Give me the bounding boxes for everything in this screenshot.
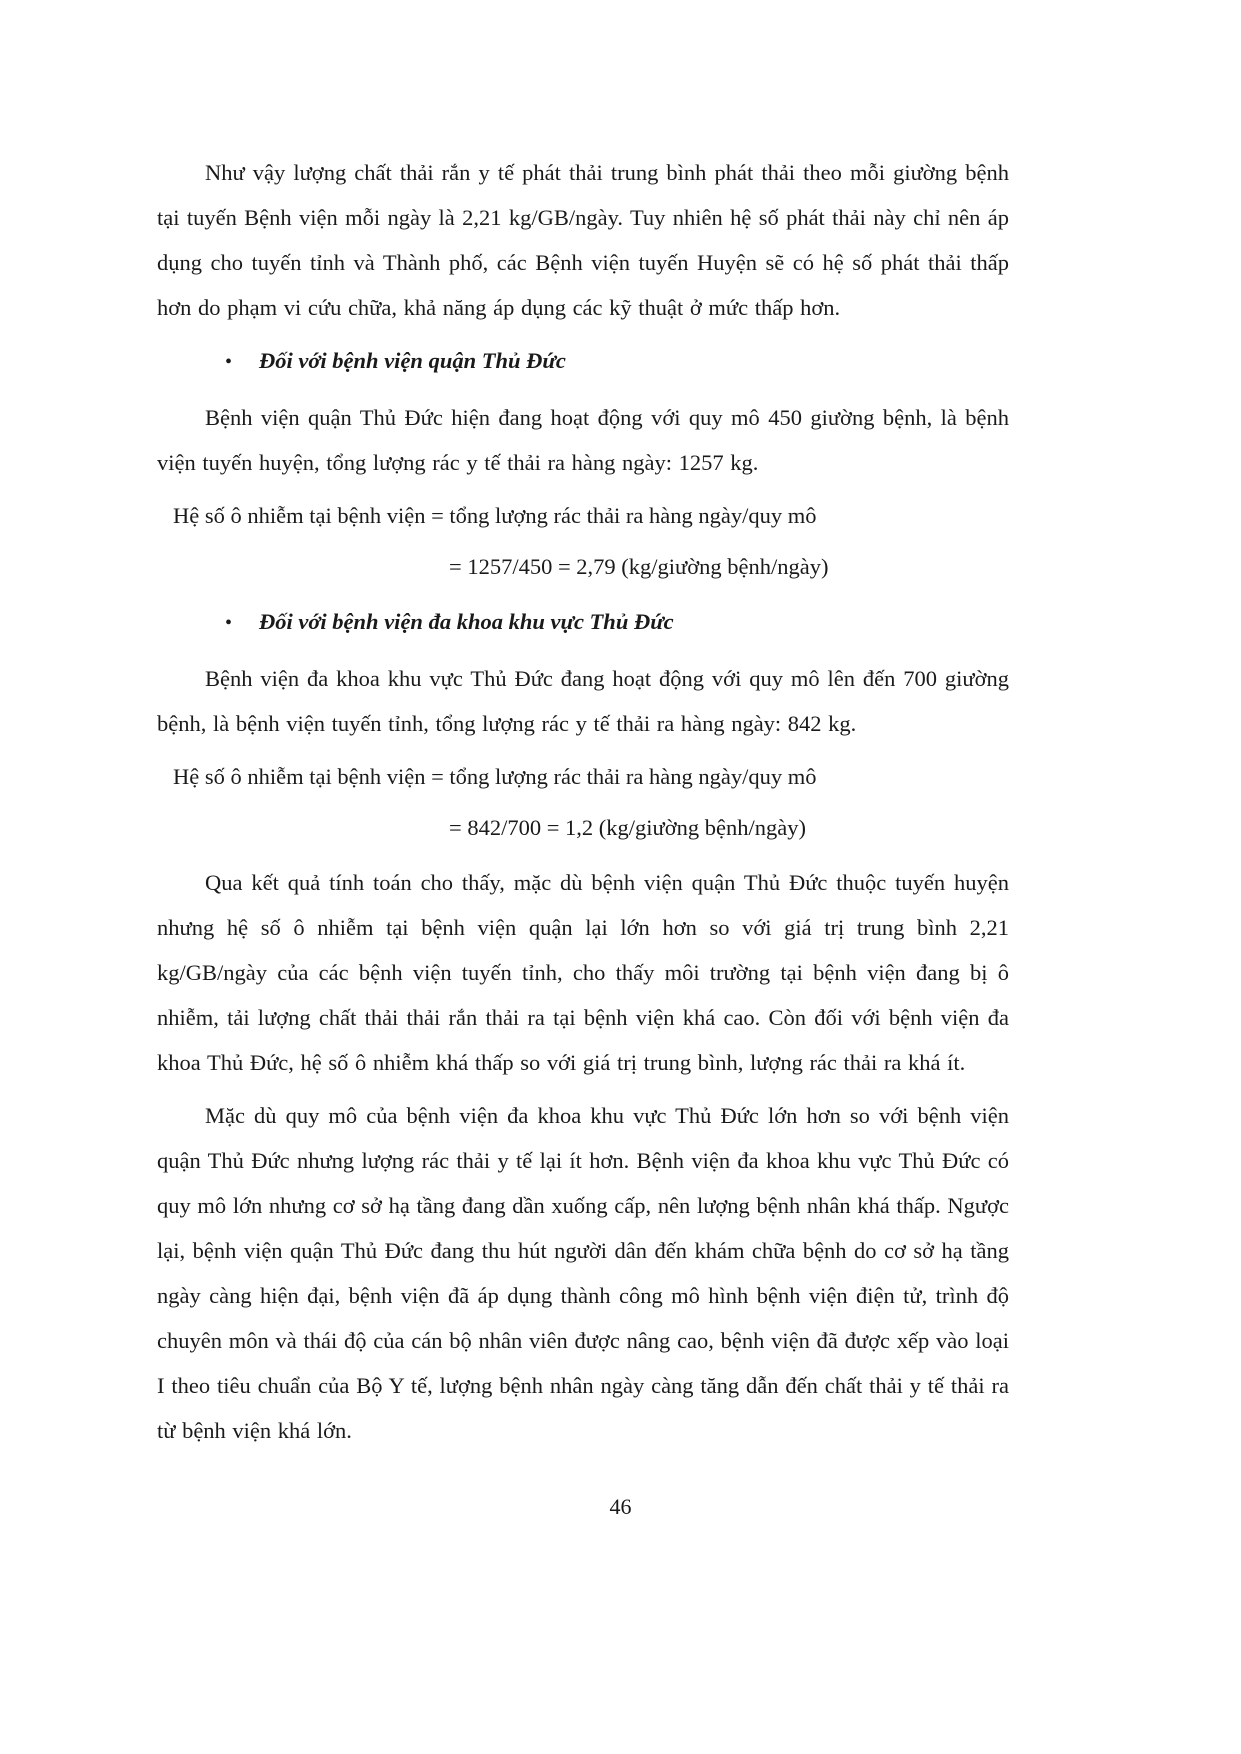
bullet-heading-label-da-khoa: Đối với bệnh viện đa khoa khu vực Thủ Đức xyxy=(259,609,674,634)
bullet-heading-da-khoa xyxy=(157,599,1009,646)
formula1-intro: Hệ số ô nhiễm tại bệnh viện = tổng lượng rác thải ra hàng ngày/quy mô xyxy=(173,503,817,528)
bullet-heading-quan-thu-duc xyxy=(157,338,1009,385)
bullet-icon: • xyxy=(225,351,233,373)
page-number: 46 xyxy=(609,1494,632,1519)
bullet-heading-label-quan-thu-duc: Đối với bệnh viện quận Thủ Đức xyxy=(259,348,566,373)
paragraph-da-khoa: Bệnh viện đa khoa khu vực Thủ Đức đang hoạt động với quy mô lên đến 700 giường bệnh, là bệnh viện tuyến tỉnh, tổng lượng rác y tế thải ra hàng ngày: 842 kg. xyxy=(157,666,1009,736)
formula2-intro: Hệ số ô nhiễm tại bệnh viện = tổng lượng rác thải ra hàng ngày/quy mô xyxy=(173,764,817,789)
formula2-result: = 842/700 = 1,2 (kg/giường bệnh/ngày) xyxy=(449,815,806,840)
paragraph-ket-qua: Qua kết quả tính toán cho thấy, mặc dù bệnh viện quận Thủ Đức thuộc tuyến huyện nhưng hệ số ô nhiễm tại bệnh viện quận lại lớn hơn so với giá trị trung bình 2,21 kg/GB/ngày của các bệnh viện tuyến tỉnh, cho thấy môi trường tại bệnh viện đang bị ô nhiễm, tải lượng chất thải thải rắn thải ra tại bệnh viện khá cao. Còn đối với bệnh viện đa khoa Thủ Đức, hệ số ô nhiễm khá thấp so với giá trị trung bình, lượng rác thải ra khá ít. xyxy=(157,870,1009,1075)
paragraph-intro: Như vậy lượng chất thải rắn y tế phát thải trung bình phát thải theo mỗi giường bệnh tại tuyến Bệnh viện mỗi ngày là 2,21 kg/GB/ngày. Tuy nhiên hệ số phát thải này chỉ nên áp dụng cho tuyến tỉnh và Thành phố, các Bệnh viện tuyến Huyện sẽ có hệ số phát thải thấp hơn do phạm vi cứu chữa, khả năng áp dụng các kỹ thuật ở mức thấp hơn. xyxy=(157,160,1009,320)
page-content xyxy=(157,150,1009,1461)
paragraph-ket-luan: Mặc dù quy mô của bệnh viện đa khoa khu vực Thủ Đức lớn hơn so với bệnh viện quận Thủ Đức nhưng lượng rác thải y tế lại ít hơn. Bệnh viện đa khoa khu vực Thủ Đức có quy mô lớn nhưng cơ sở hạ tầng đang dần xuống cấp, nên lượng bệnh nhân khá thấp. Ngược lại, bệnh viện quận Thủ Đức đang thu hút người dân đến khám chữa bệnh do cơ sở hạ tầng ngày càng hiện đại, bệnh viện đã áp dụng thành công mô hình bệnh viện điện tử, trình độ chuyên môn và thái độ của cán bộ nhân viên được nâng cao, bệnh viện đã được xếp vào loại I theo tiêu chuẩn của Bộ Y tế, lượng bệnh nhân ngày càng tăng dẫn đến chất thải y tế thải ra từ bệnh viện khá lớn. xyxy=(157,1103,1009,1443)
formula1-result: = 1257/450 = 2,79 (kg/giường bệnh/ngày) xyxy=(449,554,829,579)
paragraph-quan-thu-duc: Bệnh viện quận Thủ Đức hiện đang hoạt động với quy mô 450 giường bệnh, là bệnh viện tuyến huyện, tổng lượng rác y tế thải ra hàng ngày: 1257 kg. xyxy=(157,405,1009,475)
bullet-icon: • xyxy=(225,612,233,634)
